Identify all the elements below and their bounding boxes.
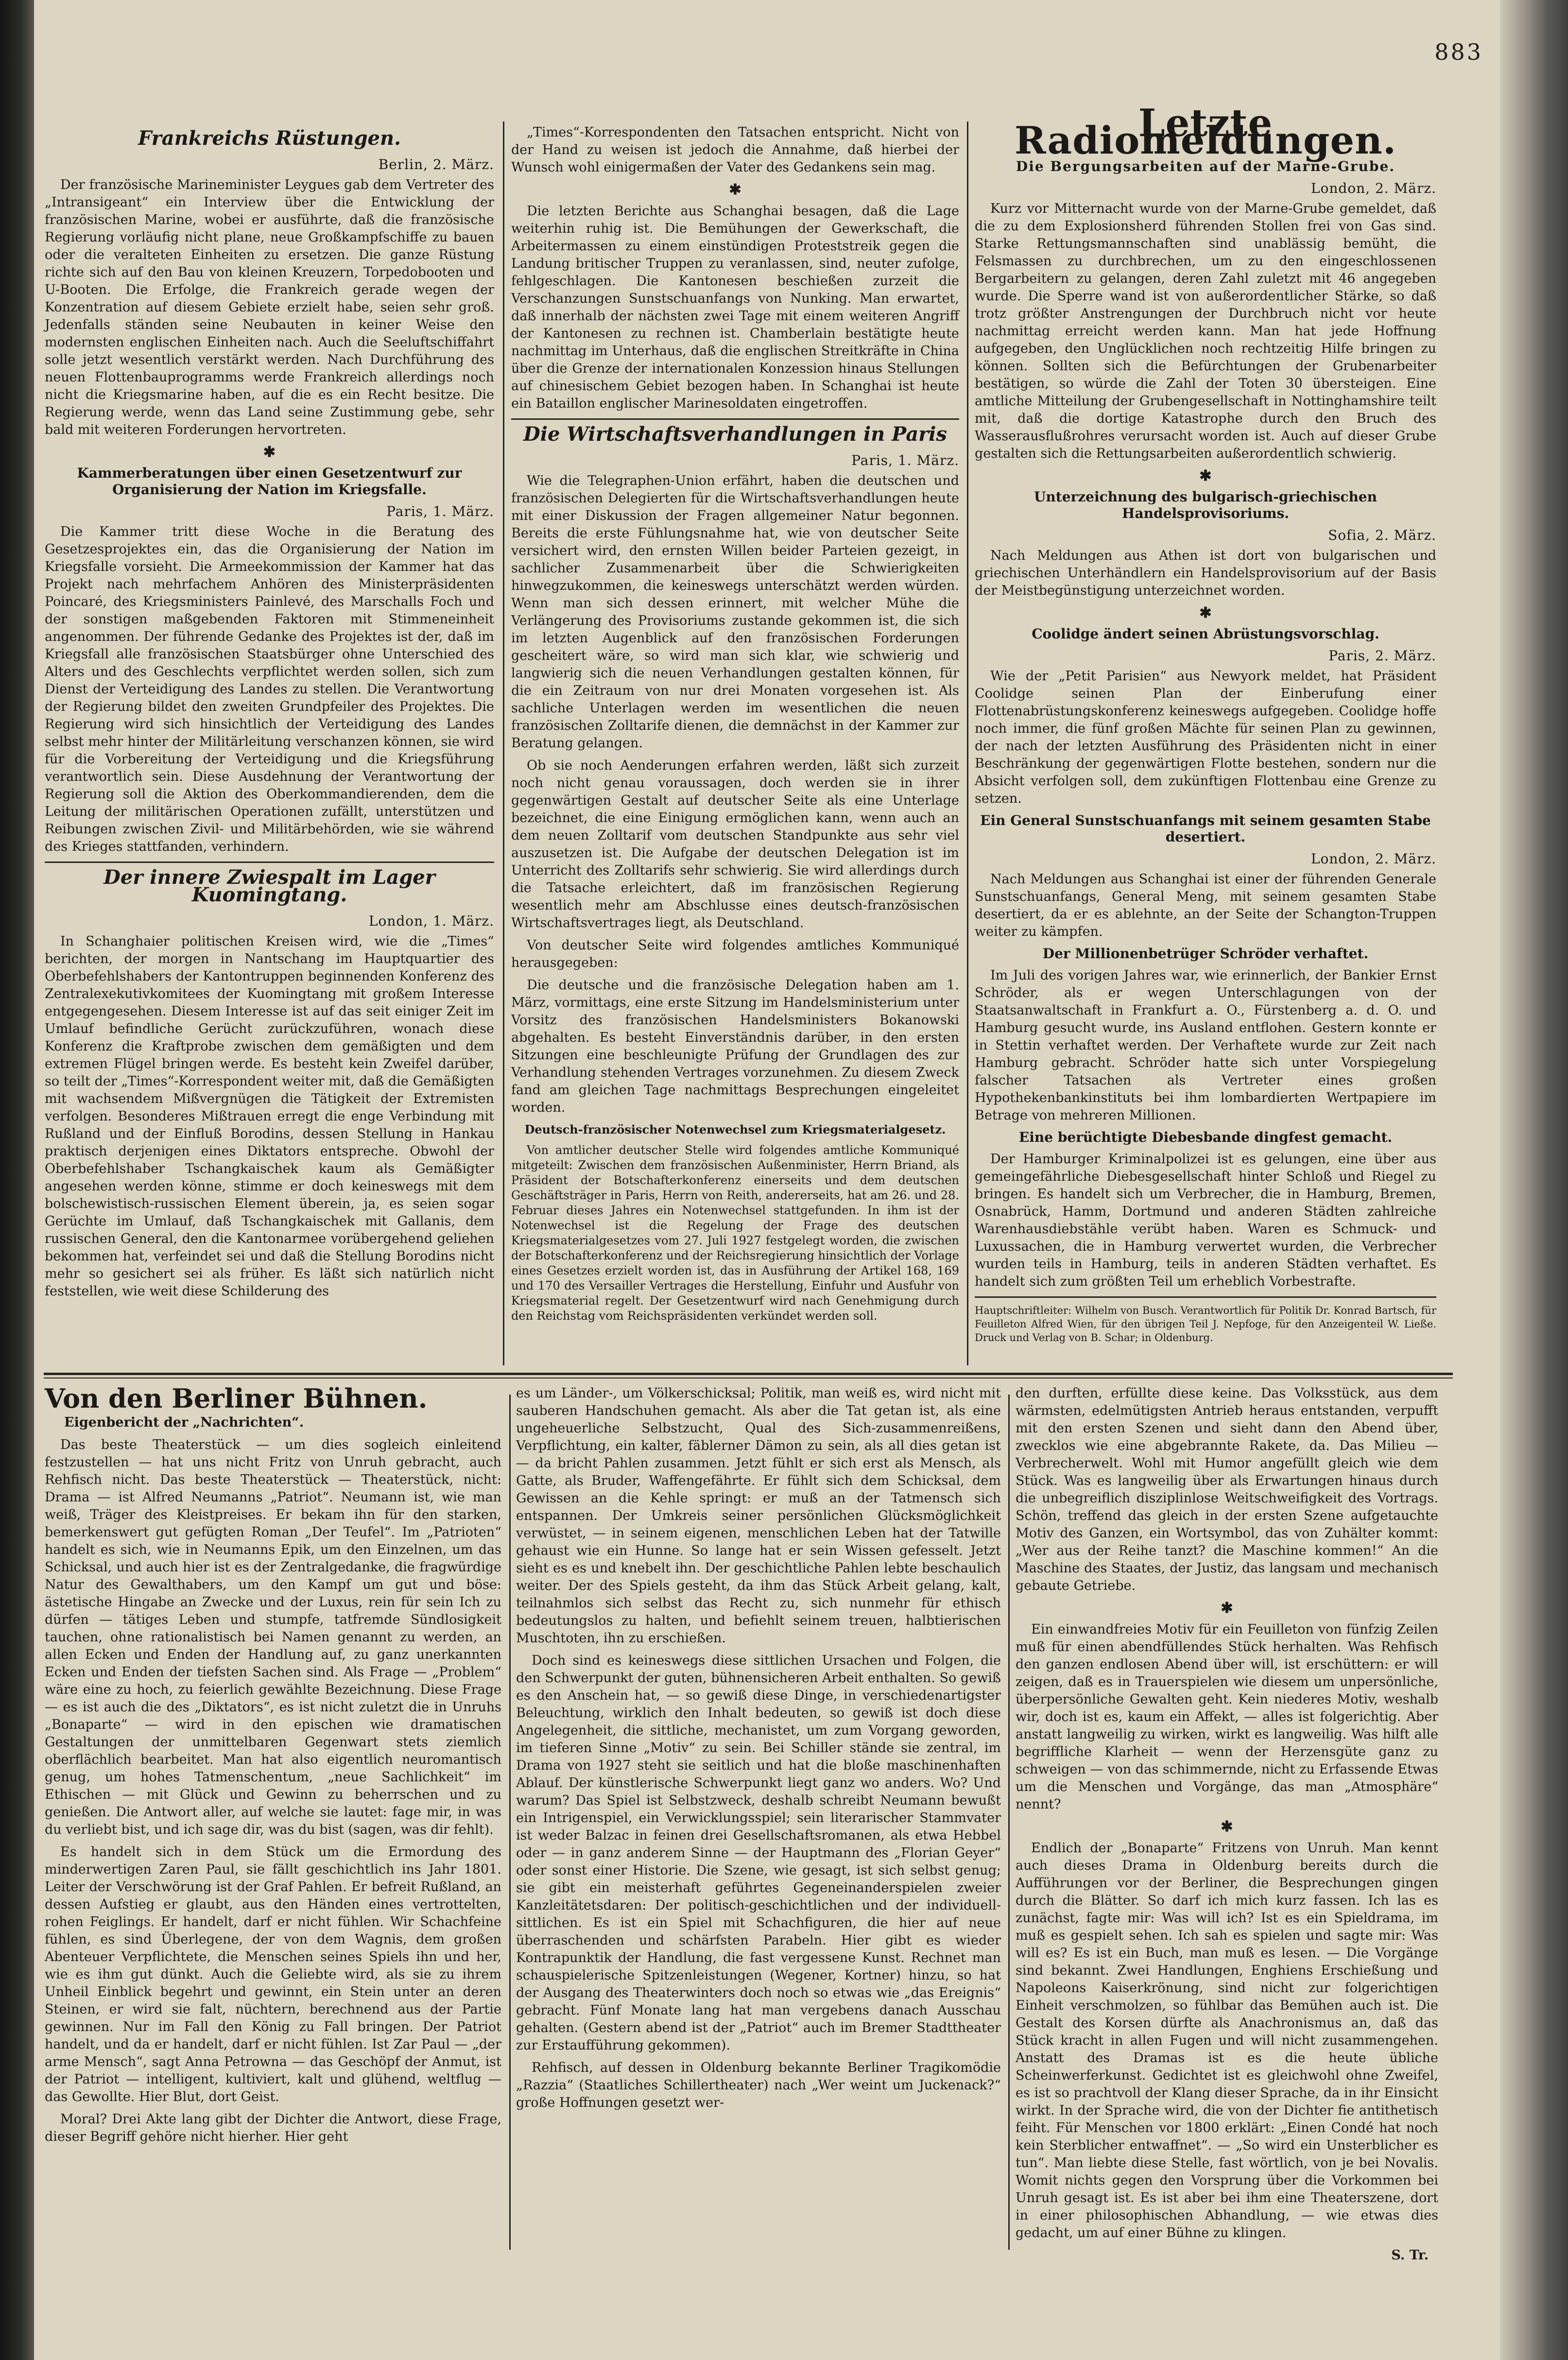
column-rule: [509, 1395, 511, 2250]
column-rule: [503, 121, 504, 1365]
imprint: Hauptschriftleiter: Wilhelm von Busch. Verantwortlich für Politik Dr. Konrad Bartsch, für Feuilleton Alfred Wien, für den übrigen Teil J. Nepfoge, für den Anzeigenteil W. Ließe. Druck und Verlag von B. Schar; in Oldenburg.: [975, 1305, 1436, 1344]
subheading: Der Millionenbetrüger Schröder verhaftet.: [1042, 946, 1369, 962]
column-rule: [1008, 1395, 1010, 2250]
paragraph: Das beste Theaterstück — um dies sogleich einleitend festzustellen — hat uns nicht Fritz von Unruh gebracht, auch Rehfisch nicht. Das beste Theaterstück — Theaterstück, nicht: Drama — ist Alfred Neumanns „Patriot“. Neumann ist, wie man weiß, Träger des Kleistpreises. Er bekam ihn für den starken, bemerkenswert gut gefügten Roman „Der Teufel“. Im „Patrioten“ handelt es sich, wie in Neumanns Epik, um den Einzelnen, um das Schicksal, und auch hier ist es der Zentralgedanke, die fragwürdige Natur des Gewalthabers, um den Kampf um gut und böse: ästetische Hingabe an Zwecke und der Luxus, rein für sein Ich zu dürfen — tätiges Leben und stumpfe, tatfremde Sündlosigkeit tauchen, ohne rationalistisch bei Namen genannt zu werden, an allen Ecken und Enden der Handlung auf, zu ganz unerkannten Ecken und Enden der tiefsten Sachen sind. Als Frage — „Problem“ wäre eine zu hoch, zu feierlich gewählte Bezeichnung. Diese Frage — es ist auch die des „Diktators“, es ist nicht zuletzt die in Unruhs „Bonaparte“ — wird in den epischen wie dramatischen Gestaltungen der unmittelbaren Gegenwart stets ziemlich oberflächlich bearbeitet. Man hat also eigentlich neuromantisch genug, um hohes Tatmenschentum, „neue Sachlichkeit“ im Ethischen — mit Glück und Gewinn zu beherrschen und zu genießen. Die Antwort aller, auf welche sie lautet: fage mir, in was du verliebt bist, und ich sage dir, was du bist (sagen, was dir fehlt).: [45, 1437, 501, 1837]
paragraph: Endlich der „Bonaparte“ Fritzens von Unruh. Man kennt auch dieses Drama in Oldenburg bereits durch die Aufführungen vor der Berliner, die Besprechungen gingen durch die Blätter. So darf ich mich kurz fassen. Ich las es zunächst, fagte mir: Was will ich? Ist es ein Spieldrama, im muß es gespielt sehen. Ich sah es spielen und sagte mir: Was will es? Es ist ein Buch, man muß es lesen. — Die Vorgänge sind bekannt. Zwei Handlungen, Enghiens Erschießung und Napoleons Kaiserkrönung, sind nicht zur folgerichtigen Einheit verschmolzen, so fühlbar das Bemühen auch ist. Die Gestalt des Korsen dürfte als Anachronismus an, daß das Stück kracht in allen Fugen und will nicht zusammengehen. Anstatt des Dramas ist es die heute übliche Scheinwerferkunst. Gedichtet ist es gleichwohl ohne Zweifel, es ist so prachtvoll der Klang dieser Sprache, da in ihr Einsicht wirkt. In der Sprache wird, die von der Dichter fie antithetisch feiht. Für Menschen vor 1800 erklärt: „Einen Condé hat noch kein Sterblicher entwaffnet“. — „So wird ein Unsterblicher es tun“. Man liebte diese Stelle, fast wörtlich, von je bei Novalis. Womit nichts gegen den Vorsprung über die Vorkommen bei Unruh gesagt ist. Es ist aber bei ihm eine Theaterszene, dort in einer philosophischen Abhandlung, — wie etwas dies gedacht, um auf einer Bühne zu klingen.: [1016, 1841, 1438, 2240]
dateline: Paris, 1. März.: [386, 503, 494, 519]
divider: [511, 418, 959, 420]
paragraph: „Times“-Korrespondenten den Tatsachen entspricht. Nicht von der Hand zu weisen ist jedoch die Annahme, daß hierbei der Wunsch wohl einigermaßen der Vater des Gedankens sein mag.: [511, 125, 959, 175]
paragraph: Wie der „Petit Parisien“ aus Newyork meldet, hat Präsident Coolidge seinen Plan der Einberufung einer Flottenabrüstungskonferenz keineswegs aufgegeben. Coolidge hoffe noch immer, die fünf großen Mächte für seinen Plan zu gewinnen, der nach der letzten Ausführung des Präsidenten nicht in einer Beschränkung der gegenwärtigen Flotte bestehen, sondern nur die Absicht verfolgen soll, dem zukünftigen Flottenbau eine Grenze zu setzen.: [975, 669, 1436, 806]
paragraph: es um Länder-, um Völkerschicksal; Politik, man weiß es, wird nicht mit sauberen Handschuhen gemacht. Als aber die Tat getan ist, als eine ungeheuerliche Selbstzucht, Qual des Sich-zusammenreißens, Verpflichtung, ein kalter, fäblerner Dämon zu sein, als all dies getan ist — da bricht Pahlen zusammen. Jetzt fühlt er sich erst als Mensch, als Gatte, als Bruder, Waffengefährte. Er fühlt sich dem Schicksal, dem Gewissen an die Kehle springt: er muß an der Tatmensch sich entspannen. Der Umkreis seiner persönlichen Glücksmöglichkeit verwüstet, — in seinem eigenen, menschlichen Leben hat der Tatwille gehaust wie ein Hunne. So lange hat er sein Wissen gefesselt. Jetzt sieht es es und knebelt ihn. Der geschichtliche Pahlen lebte beschaulich weiter. Der des Spiels gesteht, da ihm das Stück Arbeit gelang, kalt, teilnahmlos sich selbst das Recht zu, sich nunmehr für ethisch bedeutungslos zu halten, und befiehlt seinem treuen, halbtierischen Muschtoten, ihn zu erschießen.: [516, 1386, 1001, 1646]
subheading: Ein General Sunstschuanfangs mit seinem gesamten Stabe desertiert.: [980, 812, 1431, 845]
paragraph: Es handelt sich in dem Stück um die Ermordung des minderwertigen Zaren Paul, sie fällt geschichtlich ins Jahr 1801. Leiter der Verschwörung ist der Graf Pahlen. Er befreit Rußland, an dessen Aufstieg er glaubt, aus den Händen eines vertrottelten, rohen Feiglings. Er handelt, darf er nicht fühlen. Wir Schachfeine fühlen, es sind Überlegene, der von dem Wagnis, dem großen Abenteuer Verpflichtete, die Menschen seines Spiels ihn und her, wie es ihm gut dünkt. Auch die Geliebte wird, als sie zu ihrem Unheil Einblick begehrt und gewinnt, ein Stein unter an deren Steinen, er wird sie falt, nüchtern, berechnend aus der Partie gewinnen. Nur im Fall den König zu Fall bringen. Der Patriot handelt, und da er handelt, darf er nicht fühlen. Ist Zar Paul — „der arme Mensch“, sagt Anna Petrowna — das Geschöpf der Anmut, ist der Patriot — intelligent, kultiviert, kalt und glühend, weltflug — das Gewollte. Hier Blut, dort Geist.: [45, 1844, 501, 2104]
dateline: Paris, 1. März.: [851, 452, 959, 468]
feuilleton-column-1: [45, 1385, 501, 2250]
column-1: [45, 124, 494, 1365]
separator-star: ✱: [1199, 604, 1212, 621]
dateline: London, 1. März.: [368, 913, 494, 929]
subheading: Die Bergungsarbeiten auf der Marne-Grube.: [1016, 158, 1396, 174]
subheading: Kammerberatungen über einen Gesetzentwurf zur Organisierung der Nation im Kriegsfalle.: [77, 465, 462, 498]
paragraph: Nach Meldungen aus Schanghai ist einer der führenden Generale Sunstschuanfangs, General Meng, mit seinem gesamten Stabe desertiert, da er es ablehnte, an der Seite der Schangton-Truppen weiter zu kämpfen.: [975, 872, 1436, 939]
paragraph: Der Hamburger Kriminalpolizei ist es gelungen, eine über aus gemeingefährliche Diebesgesellschaft hinter Schloß und Riegel zu bringen. Es handelt sich um Verbrecher, die in Hamburg, Bremen, Osnabrück, Hamm, Dortmund und anderen Städten zahlreiche Warenhausdiebstähle verübt haben. Waren es Schmuck- und Luxussachen, die in Hamburg verwertet wurden, die Verbrecher wurden teils in Hamburg, teils in anderen Städten verhaftet. Es handelt sich zum größten Teil um erheblich Vorbestrafte.: [975, 1152, 1436, 1289]
feuilleton-title: Von den Berliner Bühnen.: [45, 1383, 428, 1414]
feuilleton-byline: Eigenbericht der „Nachrichten“.: [64, 1415, 304, 1430]
subheading: Unterzeichnung des bulgarisch-griechischen Handelsprovisoriums.: [1034, 489, 1377, 521]
paragraph: Wie die Telegraphen-Union erfährt, haben die deutschen und französischen Delegierten für die Wirtschaftsverhandlungen heute mit einer Diskussion der Fragen allgemeiner Natur begonnen. Bereits die erste Fühlungsnahme hat, wie von deutscher Seite versichert wird, den ernsten Willen beider Parteien gezeigt, in sachlicher Zusammenarbeit über die Schwierigkeiten hinwegzukommen, die keineswegs unterschätzt werden würden. Wenn man sich dessen erinnert, mit welcher Mühe die Verlängerung des Provisoriums zustande gekommen ist, die sich im letzten Augenblick auf den französischen Forderungen gescheitert wäre, so wird man sich klar, wie schwierig und langwierig sich die neuen Verhandlungen gestalten können, für die ein Zeitraum von nur drei Monaten vorgesehen ist. Als sachliche Unterlagen werden im wesentlichen die neuen französischen Zolltarife dienen, die demnächst in der Kammer zur Beratung gelangen.: [511, 473, 959, 751]
feuilleton-column-2: [516, 1385, 1001, 2250]
separator-star: ✱: [729, 181, 741, 198]
article-title: Der innere Zwiespalt im Lager Kuomingtang.: [103, 866, 435, 906]
paragraph: Ob sie noch Aenderungen erfahren werden, läßt sich zurzeit noch nicht genau voraussagen, doch werden sie in ihrer gegenwärtigen Gestalt auf deutscher Seite als eine Unterlage bezeichnet, die eine Einigung ermöglichen kann, wenn auch an dem neuen Zolltarif vom deutschen Standpunkte aus sehr viel auszusetzen ist. Die Aufgabe der deutschen Delegation ist im Unterricht des Zolltarifs sehr schwierig. Sie wird allerdings durch die Tatsache erleichtert, daß im französischen Regierung wesentlich mehr am Abschlusse eines deutsch-französischen Wirtschaftsvertrages liegt, als Deutschland.: [511, 758, 959, 930]
dateline: London, 2. März.: [1310, 851, 1436, 867]
paragraph: Die Kammer tritt diese Woche in die Beratung des Gesetzesprojektes ein, das die Organisierung der Nation im Kriegsfalle vorsieht. Die Armeekommission der Kammer hat das Projekt nach mehrfachem Anhören des Ministerpräsidenten Poincaré, des Kriegsministers Painlevé, des Marschalls Foch und der sonstigen maßgebenden Faktoren mit Stimmeneinheit angenommen. Der führende Gedanke des Projektes ist der, daß im Kriegsfall alle französischen Staatsbürger ohne Unterschied des Alters und des Geschlechts verpflichtet werden sollen, sich zum Dienst der Verteidigung des Landes zu stellen. Die Verantwortung der Regierung bildet den zweiten Grundpfeiler des Projektes. Die Regierung wird sich hinsichtlich der Verteidigung des Landes selbst mehr hinter der Militärleitung verschanzen können, sie wird für die Vorbereitung der Verteidigung und die Kriegsführung verantwortlich sein. Diese Ausdehnung der Verantwortung der Regierung soll die Aktion des Oberkommandierenden, dem die Leitung der militärischen Operationen zufällt, unterstützen und Reibungen zwischen Zivil- und Militärbehörden, wie sie während des Krieges stattfanden, verhindern.: [45, 524, 494, 854]
dateline: Berlin, 2. März.: [378, 156, 494, 172]
book-binding-shadow: [0, 0, 34, 2360]
subheading: Coolidge ändert seinen Abrüstungsvorschlag.: [1032, 626, 1379, 642]
section-title: Letzte Radiomeldungen.: [1014, 101, 1397, 163]
paragraph: Die letzten Berichte aus Schanghai besagen, daß die Lage weiterhin ruhig ist. Die Bemühungen der Gewerkschaft, die Arbeitermassen zu einem einstündigen Proteststreik gegen die Landung britischer Truppen zu veranlassen, sind, neuter zufolge, fehlgeschlagen. Die Kantonesen beschießen zurzeit die Verschanzungen Sunstschuanfangs von Nunking. Man erwartet, daß innerhalb der nächsten zwei Tage mit einem weiteren Angriff der Kantonesen zu rechnen ist. Chamberlain bestätigte heute nachmittag im Unterhaus, daß die englischen Streitkräfte in China über die Grenze der internationalen Konzession hinaus Stellungen auf chinesischem Gebiet bezogen haben. In Schanghai ist heute ein Bataillon englischer Marinesoldaten eingetroffen.: [511, 204, 959, 411]
dateline: Sofia, 2. März.: [1328, 527, 1436, 543]
separator-star: ✱: [1221, 1600, 1233, 1617]
paragraph: Der französische Marineminister Leygues gab dem Vertreter des „Intransigeant“ ein Interview über die Entwicklung der französischen Marine, wobei er ausführte, daß die französische Regierung vorläufig nicht plane, neue Großkampfschiffe zu bauen oder die veralteten Einheiten zu ersetzen. Die ganze Rüstung richte sich auf den Bau von kleinen Kreuzern, Torpedobooten und U-Booten. Die Erfolge, die Frankreich gerade wegen der Konzentration auf diesem Gebiete erzielt habe, seien sehr groß. Jedenfalls ständen seine Neubauten in keiner Weise den modernsten englischen Einheiten nach. Auch die Seeluftschiffahrt solle jetzt wesentlich verstärkt werden. Nach Durchführung des neuen Flottenbauprogramms werde Frankreich allerdings noch nicht die Kriegsmarine haben, auf die es ein Recht besitze. Die Regierung werde, wenn das Land seine Zustimmung gebe, sehr bald mit weiteren Forderungen hervortreten.: [45, 177, 494, 437]
page-number: 883: [1434, 39, 1483, 65]
page-edge-shadow: [1500, 0, 1568, 2360]
feuilleton-column-3: [1016, 1385, 1438, 2263]
dateline: Paris, 2. März.: [1328, 648, 1436, 664]
paragraph: Die deutsche und die französische Delegation haben am 1. März, vormittags, eine erste Sitzung im Handelsministerium unter Vorsitz des französischen Handelsministers Bokanowski abgehalten. Es besteht Einverständnis darüber, in den ersten Sitzungen eine beschleunigte Prüfung der Grundlagen des zur Verhandlung stehenden Vertrages vorzunehmen. Zu diesem Zweck fand am gleichen Tage nachmittags Besprechungen eingeleitet worden.: [511, 978, 959, 1115]
subheading: Deutsch-französischer Notenwechsel zum Kriegsmaterialgesetz.: [524, 1122, 946, 1137]
paragraph: den durften, erfüllte diese keine. Das Volksstück, aus dem wärmsten, edelmütigsten Antrieb heraus entstanden, verpufft mit den ersten Szenen und sieht dann den Abend über, zwecklos wie eine abgebrannte Rakete, da. Das Milieu — Verbrecherwelt. Wohl mit Humor angefüllt gleich wie dem Stück. Was es langweilig über als Erwartungen hinaus durch die unbegreiflich disziplinlose Weitschweifigkeit des Vortrags. Schön, treffend das gleich in der ersten Szene aufgetauchte Motiv des Ganzen, ein Wortsymbol, das von Zuhälter kommt: „Wer aus der Reihe tanzt? die Maschine kommen!“ An die Maschine des Staates, der Justiz, das langsam und mechanisch gebaute Getriebe.: [1016, 1386, 1438, 1593]
section-rule: [44, 1373, 1453, 1375]
paragraph: Moral? Drei Akte lang gibt der Dichter die Antwort, diese Frage, dieser Begriff gehöre nicht hierher. Hier geht: [45, 2112, 501, 2144]
divider: [975, 1296, 1436, 1298]
article-title: Frankreichs Rüstungen.: [138, 127, 401, 150]
paragraph: Kurz vor Mitternacht wurde von der Marne-Grube gemeldet, daß die zu dem Explosionsherd führenden Stollen frei von Gas sind. Starke Rettungsmannschaften sind unablässig bemüht, die Felsmassen zu durchbrechen, um zu den eingeschlossenen Bergarbeitern zu gelangen, deren Zahl zuletzt mit 46 angegeben wurde. Die Sperre wand ist von außerordentlicher Stärke, so daß trotz größter Anstrengungen der Durchbruch nicht vor heute nachmittag erreicht werden kann. Man hat jede Hoffnung aufgegeben, den Unglücklichen noch rechtzeitig Hilfe bringen zu können. Sollten sich die Befürchtungen der Grubenarbeiter bestätigen, so würde die Zahl der Toten 30 übersteigen. Eine amtliche Mitteilung der Grubengesellschaft in Nottinghamshire teilt mit, daß die dortige Katastrophe durch den Bruch des Wasserausflußrohres verursacht worden ist. Auch auf dieser Grube gestalten sich die Rettungsarbeiten außerordentlich schwierig.: [975, 201, 1436, 461]
subheading: Eine berüchtigte Diebesbande dingfest gemacht.: [1018, 1129, 1393, 1145]
article-title: Die Wirtschaftsverhandlungen in Paris: [523, 423, 947, 446]
paragraph: In Schanghaier politischen Kreisen wird, wie die „Times“ berichten, der morgen in Nantschang im Hauptquartier des Oberbefehlshabers der Kantontruppen beginnenden Konferenz des Zentralexekutivkomitees der Kuomingtang mit großem Interesse entgegengesehen. Diesem Interesse ist auf das seit einiger Zeit im Umlauf befindliche Gerücht zurückzuführen, wonach diese Konferenz die Kraftprobe zwischen dem gemäßigten und dem extremen Flügel bringen werde. Es besteht kein Zweifel darüber, so teilt der „Times“-Korrespondent weiter mit, daß die Gemäßigten mit wachsendem Mißvergnügen die Tätigkeit der Extremisten verfolgen. Besonderes Mißtrauen erregt die enge Verbindung mit Rußland und der Einfluß Borodins, dessen Stellung in Hankau praktisch derjenigen eines Diktators entspreche. Obwohl der Oberbefehlshaber Tschangkaischek kaum als Gemäßigter angesehen werden könne, stimme er doch keineswegs mit dem bolschewistisch-russischen Element überein, ja, es seien sogar Gerüchte im Umlauf, daß Tschangkaischek mit Gallanis, dem russischen General, den die Kantonarmee vorübergehend geliehen bekommen hat, verfeindet sei und daß die Stellung Borodins nicht mehr so gesichert sei als früher. Es läßt sich natürlich nicht feststellen, wie weit diese Schilderung des: [45, 934, 494, 1299]
paragraph: Nach Meldungen aus Athen ist dort von bulgarischen und griechischen Unterhändlern ein Handelsprovisorium auf der Basis der Meistbegünstigung unterzeichnet worden.: [975, 548, 1436, 598]
paragraph: Im Juli des vorigen Jahres war, wie erinnerlich, der Bankier Ernst Schröder, als er wegen Unterschlagungen von der Staatsanwaltschaft in Frankfurt a. O., Fürstenberg a. d. O. und Hamburg gesucht wurde, ins Ausland entflohen. Gestern konnte er in Stettin verhaftet werden. Der Verhaftete wurde zur Zeit nach Hamburg gebracht. Schröder hatte sich unter Vorspiegelung falscher Tatsachen als Vertreter eines großen Hypothekenbankinstituts bei ihm lombardierten Wertpapiere im Betrage von mehreren Millionen.: [975, 968, 1436, 1123]
dateline: London, 2. März.: [1310, 180, 1436, 196]
column-2: [511, 124, 959, 1365]
divider: [45, 861, 494, 863]
paragraph: Von amtlicher deutscher Stelle wird folgendes amtliche Kommuniqué mitgeteilt: Zwischen dem französischen Außenminister, Herrn Briand, als Präsident der Botschafterkonferenz einerseits und dem deutschen Geschäftsträger in Paris, Herrn von Reith, andererseits, hat am 26. und 28. Februar dieses Jahres ein Notenwechsel stattgefunden. In ihm ist der Notenwechsel ist die Regelung der Frage des deutschen Kriegsmaterialgesetzes vom 27. Juli 1927 festgelegt worden, die zwischen der Botschafterkonferenz und der Reichsregierung hinsichtlich der Vorlage eines Gesetzes erzielt worden ist, das in Ausführung der Artikel 168, 169 und 170 des Versailler Vertrages die Herstellung, Einfuhr und Ausfuhr von Kriegsmaterial regelt. Der Gesetzentwurf wird nach Genehmigung durch den Reichstag vom Reichspräsidenten verkündet werden soll.: [511, 1143, 959, 1323]
separator-star: ✱: [1221, 1818, 1233, 1835]
separator-star: ✱: [263, 444, 276, 461]
paragraph: Doch sind es keineswegs diese sittlichen Ursachen und Folgen, die den Schwerpunkt der guten, bühnensicheren Arbeit enthalten. So gewiß es den Anschein hat, — so gewiß diese Dinge, in verschiedenartigster Beleuchtung, wirklich den Inhalt bedeuten, so gewiß ist doch diese Angelegenheit, die sittliche, mechanistet, um zum Vorgang geworden, im tieferen Sinne „Motiv“ zu sein. Bei Schiller stände sie zentral, im Drama von 1927 steht sie seitlich und hat die bloße maschinenhaften Ablauf. Der künstlerische Schwerpunkt liegt ganz wo anders. Wo? Und warum? Das Spiel ist Selbstzweck, deshalb schreibt Neumann bewußt ein Intrigenspiel, ein Verwicklungsspiel; sein literarischer Stammvater ist weder Balzac in feinen drei Gesellschaftsromanen, als etwa Hebbel oder — in ganz anderem Sinne — der Hauptmann des „Florian Geyer“ oder sonst einer Historie. Die Szene, wie gesagt, ist sich selbst genug; sie gibt ein meisterhaft geführtes Gegeneinanderspielen zweier Kanzleitätetsdaren: Der politisch-geschichtlichen und der individuell-sittlichen. Es ist ein Spiel mit Schachfiguren, die hier auf neue überraschenden und schärfsten Parabeln. Hier gibt es wieder Kontrapunktik der Handlung, die fast vergessene Kunst. Rechnet man schauspielerische Spitzenleistungen (Wegener, Kortner) hinzu, so hat der Ausgang des Theaterwinters doch noch so etwas wie „das Ereignis“ gebracht. Fünf Monate lang hat man vergebens danach Ausschau gehalten. (Gestern abend ist der „Patriot“ auch im Bremer Stadttheater zur Erstaufführung gekommen).: [516, 1653, 1001, 2053]
column-3: [975, 101, 1436, 1365]
column-rule: [967, 121, 968, 1365]
signature: S. Tr.: [1391, 2248, 1429, 2263]
paragraph: Ein einwandfreies Motiv für ein Feuilleton von fünfzig Zeilen muß für einen abendfüllendes Stück herhalten. Was Rehfisch den ganzen endlosen Abend über will, ist erschüttern: er will zeigen, daß es in Trauerspielen wie diesem um unpersönliche, überpersönliche Gewalten geht. Kein niederes Motiv, weshalb wir, doch ist es, kaum ein Affekt, — alles ist folgerichtig. Aber anstatt langweilig zu wirken, wirkt es langweilig. Was hilft alle begriffliche Klarheit — wenn der Herzensgüte ganz zu schweigen — von das schimmernde, nicht zu Erfassende Etwas um die Menschen und Vorgänge, das man „Atmosphäre“ nennt?: [1016, 1622, 1438, 1812]
separator-star: ✱: [1199, 467, 1212, 484]
paragraph: Rehfisch, auf dessen in Oldenburg bekannte Berliner Tragikomödie „Razzia“ (Staatliches Schillertheater) nach „Wer weint um Juckenack?“ große Hoffnungen gesetzt wer-: [516, 2060, 1001, 2110]
paragraph: Von deutscher Seite wird folgendes amtliches Kommuniqué herausgegeben:: [511, 938, 959, 970]
